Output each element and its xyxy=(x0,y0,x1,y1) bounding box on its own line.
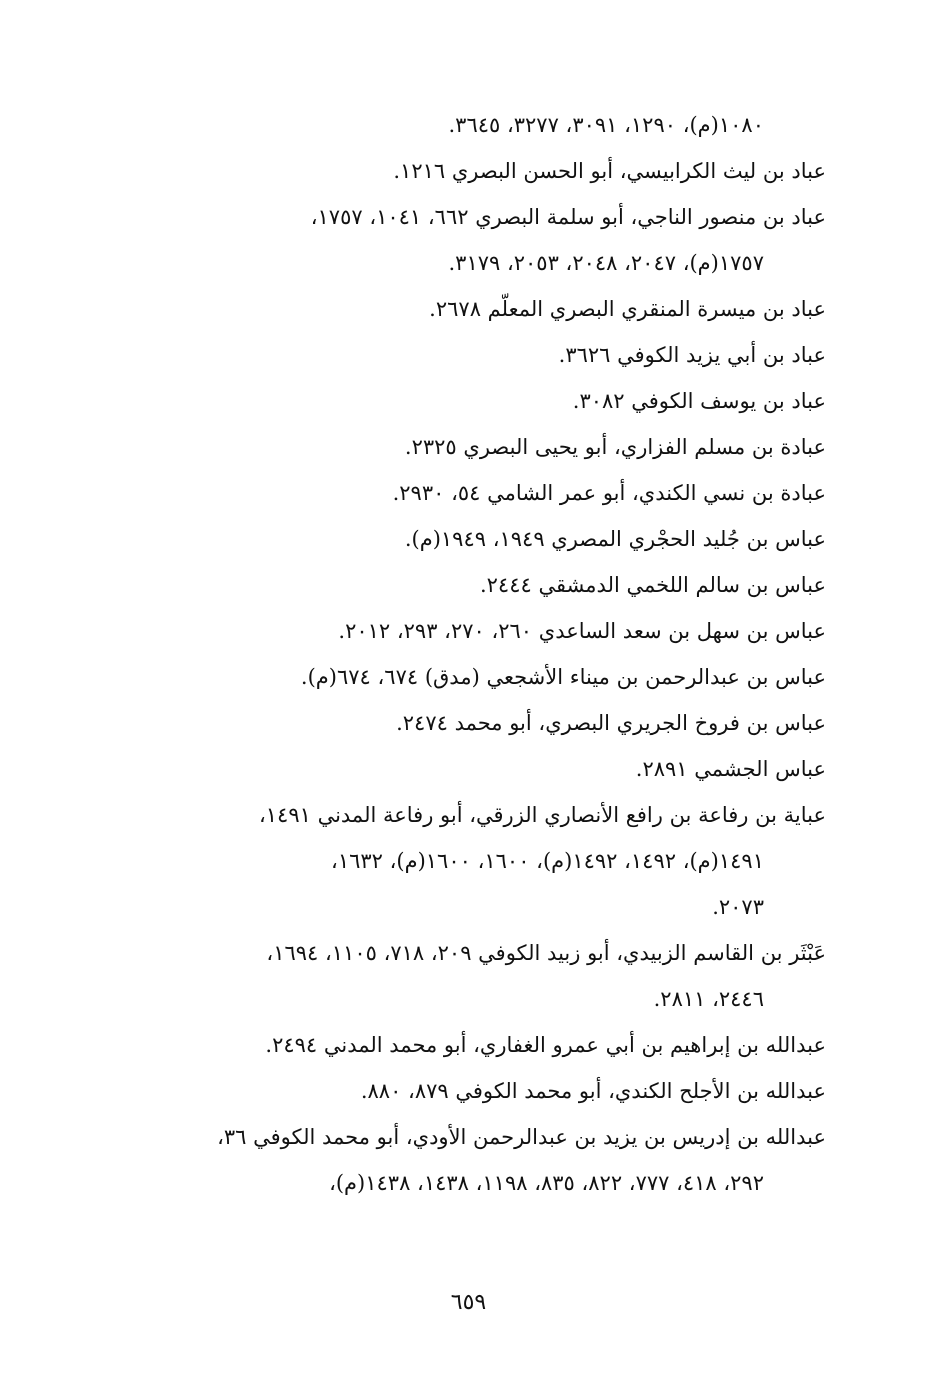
index-entry: عباس بن سهل بن سعد الساعدي ٢٦٠، ٢٧٠، ٢٩٣، ٢٠١٢. xyxy=(338,619,826,643)
index-entry-continuation: ١٠٨٠(م)، ١٢٩٠، ٣٠٩١، ٣٢٧٧، ٣٦٤٥. xyxy=(448,113,764,137)
index-entry: عبدالله بن الأجلح الكندي، أبو محمد الكوفي ٨٧٩، ٨٨٠. xyxy=(360,1079,826,1103)
index-entry: عباية بن رفاعة بن رافع الأنصاري الزرقي، أبو رفاعة المدني ١٤٩١، xyxy=(258,803,826,827)
index-entry: عباس بن فروخ الجريري البصري، أبو محمد ٢٤٧٤. xyxy=(396,711,826,735)
index-entry: عباد بن أبي يزيد الكوفي ٣٦٢٦. xyxy=(558,343,826,367)
index-entry: عباس بن سالم اللخمي الدمشقي ٢٤٤٤. xyxy=(479,573,826,597)
index-entry: عباس بن جُليد الحجْري المصري ١٩٤٩، ١٩٤٩(م). xyxy=(404,527,826,551)
index-entry-continuation: ٢٠٧٣. xyxy=(712,895,764,919)
index-entry: عبدالله بن إدريس بن يزيد بن عبدالرحمن الأودي، أبو محمد الكوفي ٣٦، xyxy=(217,1125,826,1149)
index-entry-continuation: ٢٤٤٦، ٢٨١١. xyxy=(653,987,764,1011)
index-entry: عبادة بن نسي الكندي، أبو عمر الشامي ٥٤، ٢٩٣٠. xyxy=(392,481,826,505)
index-entry-continuation: ٢٩٢، ٤١٨، ٧٧٧، ٨٢٢، ٨٣٥، ١١٩٨، ١٤٣٨، ١٤٣٨(م)، xyxy=(329,1171,764,1195)
index-entry: عبادة بن مسلم الفزاري، أبو يحيى البصري ٢٣٢٥. xyxy=(404,435,826,459)
index-entry: عباس بن عبدالرحمن بن ميناء الأشجعي (مدق) ٦٧٤، ٦٧٤(م). xyxy=(300,665,826,689)
index-entry-continuation: ١٤٩١(م)، ١٤٩٢، ١٤٩٢(م)، ١٦٠٠، ١٦٠٠(م)، ١٦٣٢، xyxy=(331,849,764,873)
index-entry: عباد بن يوسف الكوفي ٣٠٨٢. xyxy=(572,389,826,413)
index-entry: عباس الجشمي ٢٨٩١. xyxy=(635,757,826,781)
index-entry: عباد بن ميسرة المنقري البصري المعلّم ٢٦٧٨. xyxy=(429,297,826,321)
index-entry-continuation: ١٧٥٧(م)، ٢٠٤٧، ٢٠٤٨، ٢٠٥٣، ٣١٧٩. xyxy=(448,251,764,275)
index-entry: عباد بن ليث الكرابيسي، أبو الحسن البصري ١٢١٦. xyxy=(393,159,826,183)
page-number: ٦٥٩ xyxy=(450,1290,487,1315)
index-entry: عباد بن منصور الناجي، أبو سلمة البصري ٦٦٢، ١٠٤١، ١٧٥٧، xyxy=(310,205,826,229)
index-entry: عبدالله بن إبراهيم بن أبي عمرو الغفاري، أبو محمد المدني ٢٤٩٤. xyxy=(265,1033,826,1057)
index-entry: عَبْثَر بن القاسم الزبيدي، أبو زبيد الكوفي ٢٠٩، ٧١٨، ١١٠٥، ١٦٩٤، xyxy=(266,941,826,965)
